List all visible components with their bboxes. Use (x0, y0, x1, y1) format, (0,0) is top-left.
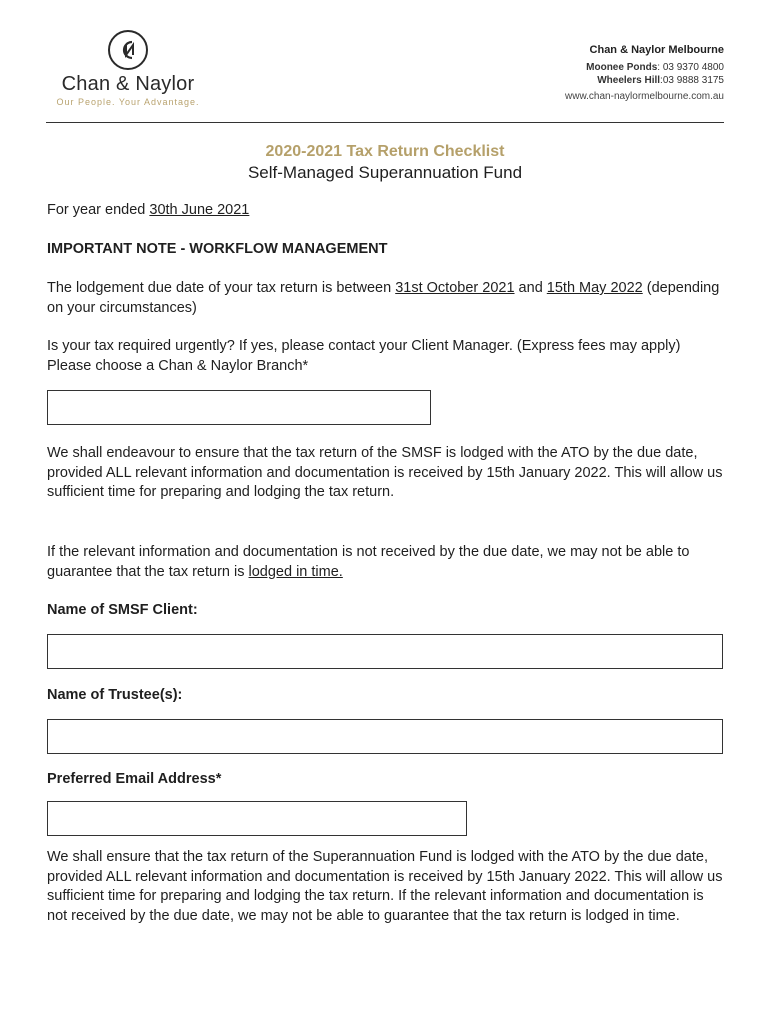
logo-tagline: Our People. Your Advantage. (56, 97, 200, 107)
contact-line-wheelers-hill: Wheelers Hill:03 9888 3175 (597, 75, 724, 86)
lodgement-date-start: 31st October 2021 (395, 280, 515, 296)
closing-paragraph: We shall ensure that the tax return of the Superannuation Fund is lodged with the ATO by the due date, provided ALL relevant information and documentation is received by 15th January 2022. This will allow us sufficient time for preparing and lodging the tax return. If the relevant information and documentation is not received by the due date, we may not be able to guarantee that the tax return is lodged in time. (47, 849, 723, 924)
urgent-paragraph: Is your tax required urgently? If yes, please contact your Client Manager. (Express fees may apply) Please choose a Chan & Naylor Branch* (47, 338, 681, 374)
document-subtitle: Self-Managed Superannuation Fund (247, 163, 523, 182)
lodgement-date-end: 15th May 2022 (546, 280, 643, 296)
lodged-in-time-text: lodged in time. (248, 563, 343, 580)
contact-line-moonee-ponds: Moonee Ponds: 03 9370 4800 (586, 62, 724, 73)
trustee-label: Name of Trustee(s): (47, 687, 183, 703)
lodgement-paragraph: The lodgement due date of your tax return is between 31st October 2021 and 15th May 2022 (depending on your circumstances) (47, 280, 720, 316)
trustee-input[interactable] (47, 719, 723, 754)
office-name: Chan & Naylor Melbourne (589, 44, 724, 56)
year-ended-date: 30th June 2021 (149, 202, 250, 218)
email-input[interactable] (47, 801, 467, 836)
important-note-heading: IMPORTANT NOTE - WORKFLOW MANAGEMENT (47, 241, 388, 257)
company-logo (48, 28, 208, 107)
document-title: 2020-2021 Tax Return Checklist (265, 143, 505, 160)
contact-block (565, 43, 724, 104)
website-link[interactable]: www.chan-naylormelbourne.com.au (565, 91, 724, 102)
not-received-paragraph: If the relevant information and documentation is not received by the due date, we may not be able to guarantee that the tax return is lodged in time. (47, 544, 690, 580)
email-label: Preferred Email Address* (47, 771, 222, 787)
logo-name: Chan & Naylor (61, 73, 195, 95)
smsf-client-label: Name of SMSF Client: (47, 602, 198, 618)
branch-input[interactable] (47, 390, 431, 425)
endeavour-paragraph: We shall endeavour to ensure that the tax return of the SMSF is lodged with the ATO by the due date, provided ALL relevant information and documentation is received by 15th January 2022. This will allow us sufficient time for preparing and lodging the tax return. (47, 445, 723, 500)
header-divider (46, 122, 724, 123)
year-ended-line: For year ended 30th June 2021 (47, 202, 250, 218)
cn-monogram-icon (106, 28, 150, 72)
smsf-client-input[interactable] (47, 634, 723, 669)
